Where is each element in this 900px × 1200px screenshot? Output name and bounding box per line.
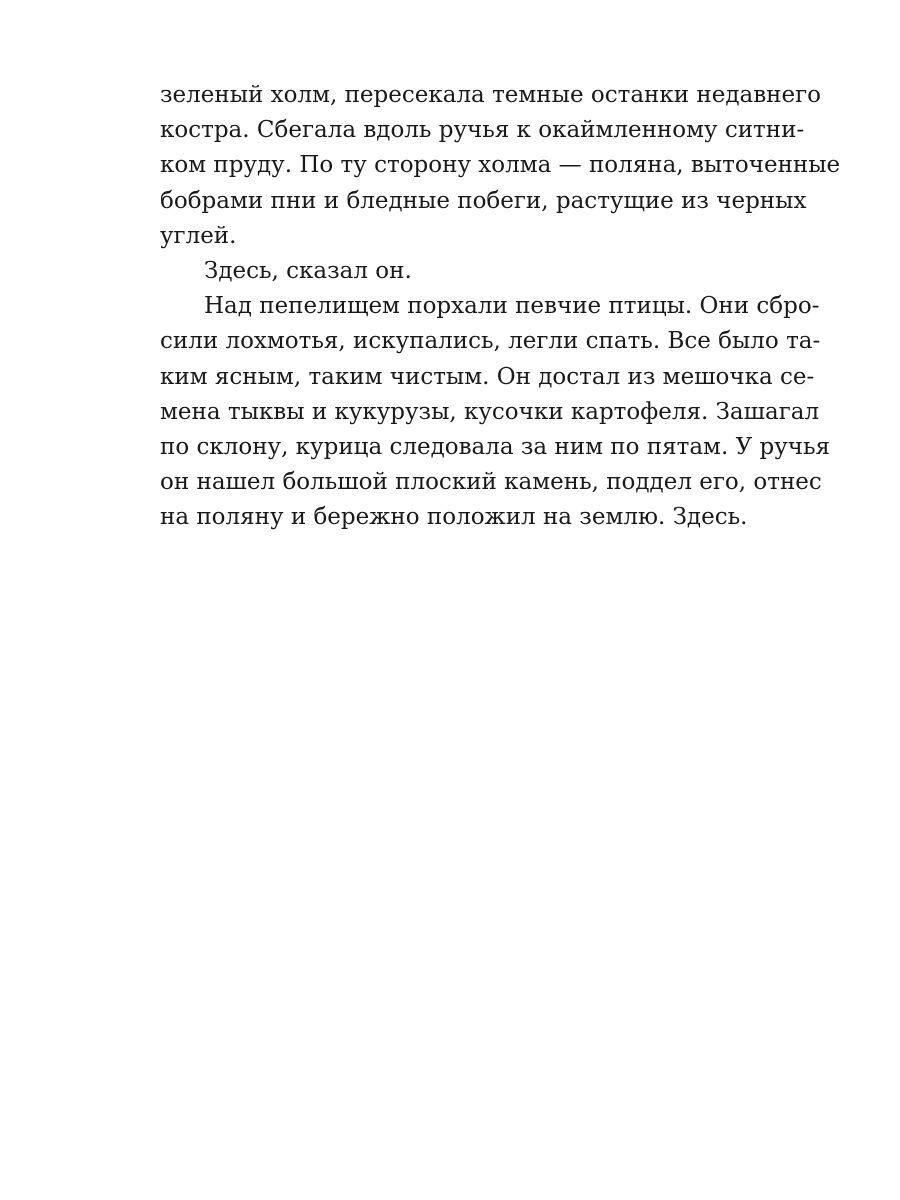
text-line: он нашел большой плоский камень, поддел его, отнес (160, 469, 822, 496)
text-line: ким ясным, таким чистым. Он достал из мешочка се- (160, 363, 815, 390)
text-line: Здесь, сказал он. (204, 257, 412, 284)
text-line: мена тыквы и кукурузы, кусочки картофеля. Зашагал (160, 398, 820, 425)
text-line: по склону, курица следовала за ним по пятам. У ручья (160, 433, 830, 460)
text-line: зеленый холм, пересекала темные останки недавнего (160, 82, 821, 108)
text-line: костра. Сбегала вдоль ручья к окаймленному ситни- (160, 117, 805, 144)
text-line: бобрами пни и бледные побеги, растущие из черных (160, 187, 807, 214)
text-line: на поляну и бережно положил на землю. Здесь. (160, 504, 748, 531)
text-line: Над пепелищем порхали певчие птицы. Они сбро- (204, 293, 820, 320)
body-text (160, 78, 841, 535)
text-line: ком пруду. По ту сторону холма — поляна, выточенные (160, 152, 841, 179)
text-line: углей. (160, 222, 237, 249)
text-line: сили лохмотья, искупались, легли спать. Все было та- (160, 328, 821, 355)
